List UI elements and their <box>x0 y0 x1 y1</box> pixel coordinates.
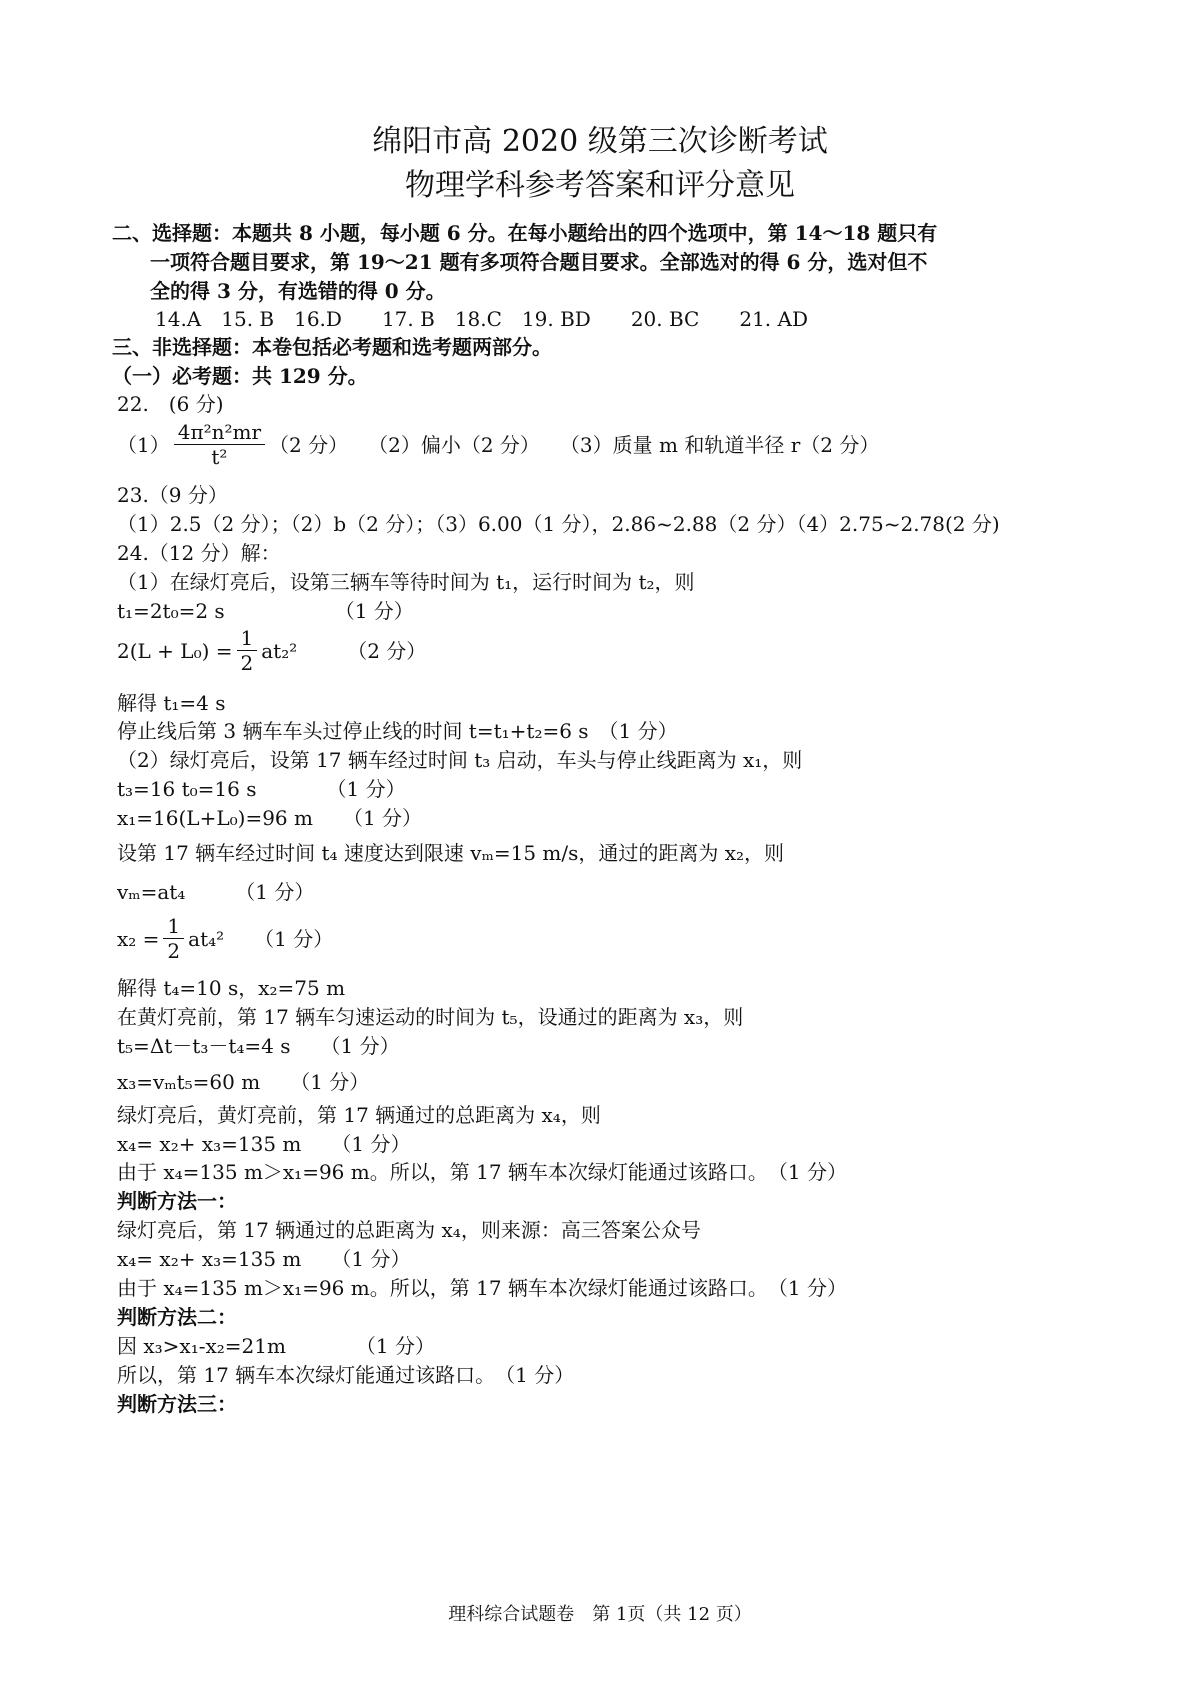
q24-line-14: 绿灯亮后，黄灯亮前，第 17 辆通过的总距离为 x₄，则 <box>117 1103 601 1127</box>
q24-line-12: t₅=Δt－t₃－t₄=4 s （1 分） <box>117 1034 400 1058</box>
q24-line-5: （2）绿灯亮后，设第 17 辆车经过时间 t₃ 启动，车头与停止线距离为 x₁，则 <box>117 748 803 772</box>
q24-line-11: 在黄灯亮前，第 17 辆车匀速运动的时间为 t₅，设通过的距离为 x₃，则 <box>117 1005 744 1029</box>
q24-equation-2 <box>117 914 333 963</box>
page-footer: 理科综合试题卷 第 1页（共 12 页） <box>448 1604 752 1625</box>
q24-line-2: t₁=2t₀=2 s （1 分） <box>117 599 414 623</box>
q24-line-7: x₁=16(L+L₀)=96 m （1 分） <box>117 806 423 830</box>
eq2-left: x₂ = <box>117 926 160 951</box>
choice-answers: 14.A 15. B 16.D 17. B 18.C 19. BD 20. BC 21. AD <box>155 307 808 331</box>
method-1-heading: 判断方法一： <box>117 1189 237 1213</box>
section-2-line-3: 全的得 3 分，有选错的得 0 分。 <box>150 279 446 303</box>
q22-fraction <box>174 420 265 469</box>
q24-line-17: 绿灯亮后，第 17 辆通过的总距离为 x₄，则来源：高三答案公众号 <box>117 1218 701 1242</box>
q22-answer-rest: （2 分） （2）偏小（2 分） （3）质量 m 和轨道半径 r（2 分） <box>269 432 880 457</box>
eq1-numerator: 1 <box>237 626 258 651</box>
q22-answer-line <box>117 420 879 469</box>
q24-heading: 24.（12 分）解： <box>117 541 281 565</box>
section-2-line-1: 二、选择题：本题共 8 小题，每小题 6 分。在每小题给出的四个选项中，第 14～18 题只有 <box>112 221 938 245</box>
eq2-right: at₄² （1 分） <box>188 926 334 951</box>
q23-heading: 23.（9 分） <box>117 483 228 507</box>
eq1-right: at₂² （2 分） <box>261 638 427 663</box>
q22-fraction-denominator: t² <box>211 445 228 469</box>
q22-heading: 22. (6 分) <box>117 392 224 416</box>
eq1-left: 2(L + L₀) = <box>117 638 233 663</box>
eq2-fraction <box>163 914 184 963</box>
q24-line-19: 由于 x₄=135 m＞x₁=96 m。所以，第 17 辆车本次绿灯能通过该路口。 （1 分） <box>117 1276 847 1300</box>
doc-title-1: 绵阳市高 2020 级第三次诊断考试 <box>372 124 828 159</box>
q24-line-10: 解得 t₄=10 s，x₂=75 m <box>117 976 346 1000</box>
q23-answer-line: （1）2.5（2 分）；（2）b（2 分）；（3）6.00（1 分），2.86~2.88（2 分）（4）2.75~2.78(2 分) <box>117 512 1000 536</box>
section-2-line-2: 一项符合题目要求，第 19～21 题有多项符合题目要求。全部选对的得 6 分，选对但不 <box>150 250 928 274</box>
section-3-line-1: 三、非选择题：本卷包括必考题和选考题两部分。 <box>112 335 552 359</box>
q24-line-15: x₄= x₂+ x₃=135 m （1 分） <box>117 1132 411 1156</box>
eq1-denominator: 2 <box>240 651 254 675</box>
eq2-numerator: 1 <box>163 914 184 939</box>
q24-line-20: 因 x₃>x₁-x₂=21m （1 分） <box>117 1334 436 1358</box>
q24-line-18: x₄= x₂+ x₃=135 m （1 分） <box>117 1247 411 1271</box>
q24-line-13: x₃=vₘt₅=60 m （1 分） <box>117 1070 370 1094</box>
q24-line-8: 设第 17 辆车经过时间 t₄ 速度达到限速 vₘ=15 m/s，通过的距离为 x₂，则 <box>117 841 785 865</box>
q24-line-9: vₘ=at₄ （1 分） <box>117 880 315 904</box>
method-3-heading: 判断方法三： <box>117 1392 237 1416</box>
doc-title-2: 物理学科参考答案和评分意见 <box>405 168 795 203</box>
q24-line-16: 由于 x₄=135 m＞x₁=96 m。所以，第 17 辆车本次绿灯能通过该路口。 （1 分） <box>117 1160 847 1184</box>
method-2-heading: 判断方法二： <box>117 1305 237 1329</box>
eq1-fraction <box>237 626 258 675</box>
q22-part1-label: （1） <box>117 432 170 457</box>
q24-equation-1 <box>117 626 426 675</box>
q24-line-6: t₃=16 t₀=16 s （1 分） <box>117 777 406 801</box>
q24-line-21: 所以，第 17 辆车本次绿灯能通过该路口。 （1 分） <box>117 1363 575 1387</box>
q24-line-3: 解得 t₁=4 s <box>117 691 226 715</box>
q22-fraction-numerator: 4π²n²mr <box>174 420 265 445</box>
section-3-line-2: （一）必考题：共 129 分。 <box>112 364 368 388</box>
q24-line-1: （1）在绿灯亮后，设第三辆车等待时间为 t₁，运行时间为 t₂，则 <box>117 570 695 594</box>
eq2-denominator: 2 <box>167 939 181 963</box>
q24-line-4: 停止线后第 3 辆车车头过停止线的时间 t=t₁+t₂=6 s （1 分） <box>117 719 678 743</box>
